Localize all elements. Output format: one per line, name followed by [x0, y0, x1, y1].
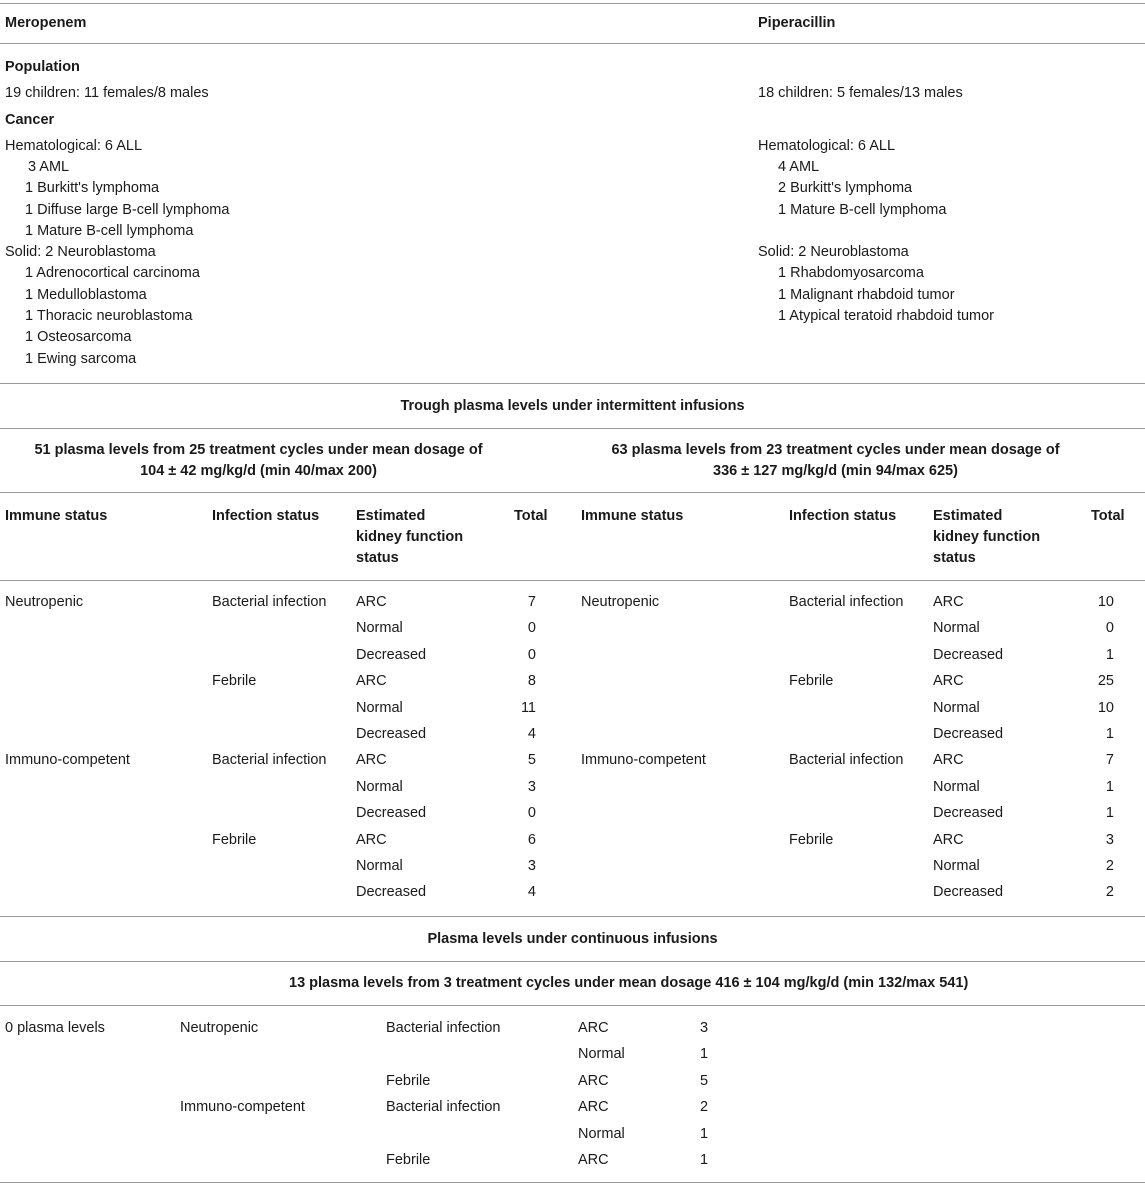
cont-cell-infection: Bacterial infection — [386, 1099, 501, 1115]
cell-total-mero: 7 — [527, 594, 536, 610]
cell-kidney-mero: Normal — [356, 858, 403, 874]
cell-kidney-mero: Normal — [356, 620, 403, 636]
cell-infection-pip: Bacterial infection — [789, 752, 904, 768]
piperacillin-summary-line-2: 336 ± 127 mg/kg/d (min 94/max 625) — [713, 463, 958, 479]
cell-kidney-pip: Normal — [933, 779, 980, 795]
col-immune-status-pip: Immune status — [581, 508, 684, 524]
cell-total-mero: 8 — [527, 673, 536, 689]
cell-infection-mero: Bacterial infection — [212, 594, 327, 610]
cancer-meropenem-10: 1 Ewing sarcoma — [25, 351, 137, 367]
cancer-meropenem-5: Solid: 2 Neuroblastoma — [5, 244, 156, 260]
cell-infection-mero: Bacterial infection — [212, 752, 327, 768]
col-kidney-mero-1: Estimated — [356, 508, 426, 524]
cell-kidney-pip: Decreased — [933, 647, 1004, 663]
cell-total-pip: 10 — [1097, 594, 1114, 610]
cell-kidney-pip: Decreased — [933, 726, 1004, 742]
cell-total-pip: 10 — [1097, 700, 1114, 716]
col-kidney-mero-2: kidney function — [356, 529, 464, 545]
cont-cell-total: 1 — [700, 1152, 709, 1168]
cancer-meropenem-1: 3 AML — [28, 159, 70, 175]
top-rule — [0, 3, 1145, 4]
cell-kidney-mero: ARC — [356, 752, 387, 768]
cell-kidney-mero: Normal — [356, 779, 403, 795]
cell-total-mero: 5 — [527, 752, 536, 768]
cell-kidney-pip: Normal — [933, 858, 980, 874]
cont-cell-infection: Febrile — [386, 1073, 431, 1089]
cell-total-mero: 11 — [520, 700, 536, 716]
cell-total-pip: 2 — [1105, 858, 1114, 874]
cell-kidney-pip: ARC — [933, 673, 964, 689]
cell-immune-mero: Neutropenic — [5, 594, 84, 610]
cell-infection-mero: Febrile — [212, 673, 257, 689]
column-header-meropenem: Meropenem — [5, 15, 87, 31]
population-meropenem: 19 children: 11 females/8 males — [5, 85, 209, 101]
cancer-meropenem-3: 1 Diffuse large B-cell lymphoma — [25, 202, 230, 218]
cell-kidney-pip: Decreased — [933, 884, 1004, 900]
cell-total-mero: 0 — [527, 647, 536, 663]
cont-cell-kidney: ARC — [578, 1020, 609, 1036]
cell-immune-mero: Immuno-competent — [5, 752, 130, 768]
cell-total-mero: 6 — [527, 832, 536, 848]
summary-rule — [0, 492, 1145, 493]
cont-cell-immune: Immuno-competent — [180, 1099, 305, 1115]
cancer-meropenem-2: 1 Burkitt's lymphoma — [25, 180, 160, 196]
cell-total-mero: 4 — [527, 884, 536, 900]
cont-cell-kidney: Normal — [578, 1126, 625, 1142]
cell-total-mero: 3 — [527, 779, 536, 795]
bottom-rule — [0, 1182, 1145, 1183]
cell-total-pip: 1 — [1105, 805, 1114, 821]
cont-cell-infection: Bacterial infection — [386, 1020, 501, 1036]
cell-kidney-mero: ARC — [356, 594, 387, 610]
cell-infection-pip: Febrile — [789, 673, 834, 689]
cancer-meropenem-7: 1 Medulloblastoma — [25, 287, 147, 303]
cell-total-mero: 4 — [527, 726, 536, 742]
cell-total-pip: 1 — [1105, 726, 1114, 742]
cell-total-mero: 0 — [527, 620, 536, 636]
piperacillin-summary-line-1: 63 plasma levels from 23 treatment cycles under mean dosage of — [611, 442, 1060, 458]
col-immune-status-mero: Immune status — [5, 508, 108, 524]
cont-cell-total: 5 — [700, 1073, 709, 1089]
cell-total-pip: 1 — [1105, 779, 1114, 795]
cont-cell-total: 1 — [700, 1126, 709, 1142]
intermittent-title-rule — [0, 428, 1145, 429]
cont-cell-total: 3 — [700, 1020, 709, 1036]
cont-cell-kidney: ARC — [578, 1073, 609, 1089]
cell-immune-pip: Immuno-competent — [581, 752, 706, 768]
continuous-title-rule — [0, 961, 1145, 962]
col-infection-status-pip: Infection status — [789, 508, 897, 524]
cancer-piperacillin-5: Solid: 2 Neuroblastoma — [758, 244, 909, 260]
cont-cell-kidney: ARC — [578, 1099, 609, 1115]
cancer-piperacillin-1: 4 AML — [778, 159, 820, 175]
cell-kidney-pip: ARC — [933, 594, 964, 610]
column-header-piperacillin: Piperacillin — [758, 15, 836, 31]
cell-infection-pip: Bacterial infection — [789, 594, 904, 610]
intermittent-section-title: Trough plasma levels under intermittent infusions — [400, 398, 745, 414]
cont-cell-immune: Neutropenic — [180, 1020, 259, 1036]
cancer-heading: Cancer — [5, 112, 55, 128]
cancer-bottom-rule — [0, 383, 1145, 384]
col-kidney-pip-1: Estimated — [933, 508, 1003, 524]
cell-total-pip: 2 — [1105, 884, 1114, 900]
cell-total-mero: 0 — [527, 805, 536, 821]
cont-cell-total: 1 — [700, 1046, 709, 1062]
cell-immune-pip: Neutropenic — [581, 594, 660, 610]
cell-kidney-mero: Decreased — [356, 647, 427, 663]
cell-total-pip: 7 — [1105, 752, 1114, 768]
col-kidney-pip-3: status — [933, 550, 976, 566]
columns-rule — [0, 580, 1145, 581]
population-heading: Population — [5, 59, 80, 75]
cancer-meropenem-0: Hematological: 6 ALL — [5, 138, 143, 154]
cancer-meropenem-4: 1 Mature B-cell lymphoma — [25, 223, 194, 239]
col-kidney-mero-3: status — [356, 550, 399, 566]
cancer-meropenem-8: 1 Thoracic neuroblastoma — [25, 308, 193, 324]
cancer-piperacillin-0: Hematological: 6 ALL — [758, 138, 896, 154]
cell-infection-mero: Febrile — [212, 832, 257, 848]
cancer-piperacillin-3: 1 Mature B-cell lymphoma — [778, 202, 947, 218]
cell-kidney-pip: ARC — [933, 832, 964, 848]
cell-kidney-mero: ARC — [356, 673, 387, 689]
cont-cell-kidney: Normal — [578, 1046, 625, 1062]
cancer-piperacillin-2: 2 Burkitt's lymphoma — [778, 180, 913, 196]
cell-total-mero: 3 — [527, 858, 536, 874]
cell-kidney-pip: Decreased — [933, 805, 1004, 821]
cell-total-pip: 3 — [1105, 832, 1114, 848]
continuous-summary-rule — [0, 1005, 1145, 1006]
cell-kidney-mero: Normal — [356, 700, 403, 716]
cancer-piperacillin-7: 1 Malignant rhabdoid tumor — [778, 287, 955, 303]
col-total-mero: Total — [514, 508, 548, 524]
cell-total-pip: 25 — [1097, 673, 1114, 689]
cell-kidney-pip: ARC — [933, 752, 964, 768]
cont-cell-kidney: ARC — [578, 1152, 609, 1168]
cell-kidney-mero: Decreased — [356, 884, 427, 900]
cancer-meropenem-6: 1 Adrenocortical carcinoma — [25, 265, 200, 281]
cell-total-pip: 0 — [1105, 620, 1114, 636]
col-infection-status-mero: Infection status — [212, 508, 320, 524]
col-kidney-pip-2: kidney function — [933, 529, 1041, 545]
cell-kidney-mero: ARC — [356, 832, 387, 848]
cell-total-pip: 1 — [1105, 647, 1114, 663]
cancer-meropenem-9: 1 Osteosarcoma — [25, 329, 132, 345]
cell-infection-pip: Febrile — [789, 832, 834, 848]
col-total-pip: Total — [1091, 508, 1125, 524]
cont-cell-total: 2 — [700, 1099, 709, 1115]
population-piperacillin: 18 children: 5 females/13 males — [758, 85, 963, 101]
cell-kidney-mero: Decreased — [356, 726, 427, 742]
continuous-section-title: Plasma levels under continuous infusions — [427, 931, 718, 947]
cancer-piperacillin-6: 1 Rhabdomyosarcoma — [778, 265, 924, 281]
intermittent-bottom-rule — [0, 916, 1145, 917]
header-rule — [0, 43, 1145, 44]
continuous-piperacillin-summary: 13 plasma levels from 3 treatment cycles under mean dosage 416 ± 104 mg/kg/d (min 132/max 541) — [289, 975, 969, 991]
cell-kidney-pip: Normal — [933, 620, 980, 636]
meropenem-summary-line-1: 51 plasma levels from 25 treatment cycles under mean dosage of — [34, 442, 483, 458]
cont-cell-infection: Febrile — [386, 1152, 431, 1168]
cell-kidney-pip: Normal — [933, 700, 980, 716]
cancer-piperacillin-8: 1 Atypical teratoid rhabdoid tumor — [778, 308, 995, 324]
cell-kidney-mero: Decreased — [356, 805, 427, 821]
continuous-meropenem-note: 0 plasma levels — [5, 1020, 105, 1036]
meropenem-summary-line-2: 104 ± 42 mg/kg/d (min 40/max 200) — [140, 463, 377, 479]
